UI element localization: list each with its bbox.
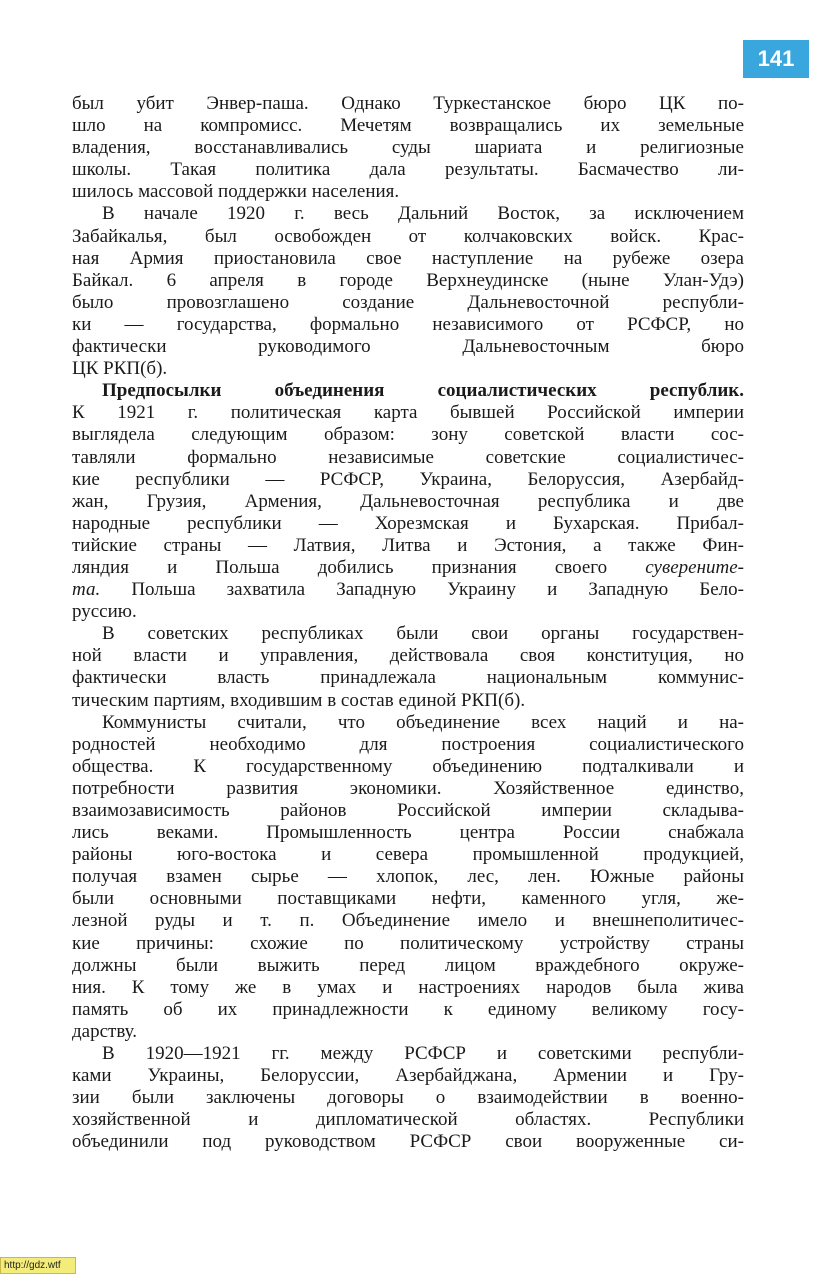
text-line: общества. К государственному объединению подталкивали и [72, 755, 744, 777]
text-line: Байкал. 6 апреля в городе Верхнеудинске (ныне Улан-Удэ) [72, 269, 744, 291]
text-line: лись веками. Промышленность центра России снабжала [72, 822, 744, 844]
text-line: объединили под руководством РСФСР свои вооруженные си- [72, 1131, 744, 1153]
text-line: В 1920—1921 гг. между РСФСР и советскими республи- [102, 1043, 744, 1065]
section-heading: Предпосылки объединения социалистических республик. [102, 380, 744, 402]
text-line: владения, восстанавливались суды шариата и религиозные [72, 137, 744, 159]
paragraph [72, 380, 744, 623]
text-segment: ляндия и Польша добились признания своего [72, 556, 646, 578]
text-line: родностей необходимо для построения социалистического [72, 733, 744, 755]
text-line: К 1921 г. политическая карта бывшей Российской империи [72, 402, 744, 424]
paragraph [72, 712, 744, 1043]
text-line: потребности развития экономики. Хозяйственное единство, [72, 777, 744, 799]
text-line: тавляли формально независимые советские социалистичес- [72, 446, 744, 468]
text-line: выглядела следующим образом: зону советской власти сос- [72, 424, 744, 446]
text-line: кие причины: схожие по политическому устройству страны [72, 932, 744, 954]
text-segment: Польша захватила Западную Украину и Западную Бело- [100, 579, 744, 601]
text-line: ками Украины, Белоруссии, Азербайджана, Армении и Гру- [72, 1065, 744, 1087]
text-line: школы. Такая политика дала результаты. Басмачество ли- [72, 159, 744, 181]
text-line: память об их принадлежности к единому великому госу- [72, 998, 744, 1020]
text-line: Забайкалья, был освобожден от колчаковских войск. Крас- [72, 225, 744, 247]
text-line: В советских республиках были свои органы государствен- [102, 623, 744, 645]
paragraph [72, 623, 744, 711]
text-line: жан, Грузия, Армения, Дальневосточная республика и две [72, 490, 744, 512]
text-line: ная Армия приостановила свое наступление на рубеже озера [72, 247, 744, 269]
text-line: было провозглашено создание Дальневосточной республи- [72, 291, 744, 313]
text-line [72, 380, 744, 402]
watermark-link[interactable]: http://gdz.wtf [0, 1257, 76, 1274]
text-line: районы юго-востока и севера промышленной продукцией, [72, 844, 744, 866]
text-line: хозяйственной и дипломатической областях. Республики [72, 1109, 744, 1131]
text-line: дарству. [72, 1020, 138, 1042]
text-line: ки — государства, формально независимого от РСФСР, но [72, 313, 744, 335]
text-line: В начале 1920 г. весь Дальний Восток, за исключением [102, 203, 744, 225]
text-line [72, 579, 744, 601]
paragraph [72, 1043, 744, 1153]
text-line: фактически власть принадлежала национальным коммунис- [72, 667, 744, 689]
text-line: кие республики — РСФСР, Украина, Белоруссия, Азербайд- [72, 468, 744, 490]
text-line: получая взамен сырье — хлопок, лес, лен. Южные районы [72, 866, 744, 888]
paragraph [72, 203, 744, 380]
page-number-badge: 141 [743, 40, 809, 78]
text-line: взаимозависимость районов Российской империи складыва- [72, 800, 744, 821]
text-line: были основными поставщиками нефти, каменного угля, же- [72, 888, 744, 910]
text-line: народные республики — Хорезмская и Бухарская. Прибал- [72, 512, 744, 534]
paragraph [72, 93, 744, 203]
italic-term: та. [72, 579, 101, 601]
text-line: ния. К тому же в умах и настроениях народов была жива [72, 976, 744, 998]
text-line: шилось массовой поддержки населения. [72, 181, 400, 203]
text-line: ной власти и управления, действовала своя конституция, но [72, 645, 744, 667]
body-text [72, 93, 744, 1154]
text-line: должны были выжить перед лицом враждебного окруже- [72, 954, 744, 976]
italic-term: суверените- [645, 556, 744, 578]
text-line: тийские страны — Латвия, Литва и Эстония, а также Фин- [72, 534, 744, 556]
text-line: лезной руды и т. п. Объединение имело и внешнеполитичес- [72, 910, 744, 932]
text-line [72, 557, 744, 579]
text-line: зии были заключены договоры о взаимодействии в военно- [72, 1087, 744, 1109]
text-line: ЦК РКП(б). [72, 358, 168, 380]
text-line: фактически руководимого Дальневосточным бюро [72, 336, 744, 358]
text-line: тическим партиям, входившим в состав единой РКП(б). [72, 689, 526, 711]
text-line: руссию. [72, 601, 137, 623]
text-line: был убит Энвер-паша. Однако Туркестанское бюро ЦК по- [72, 93, 744, 114]
text-line: шло на компромисс. Мечетям возвращались их земельные [72, 115, 744, 137]
text-line: Коммунисты считали, что объединение всех наций и на- [102, 711, 744, 733]
